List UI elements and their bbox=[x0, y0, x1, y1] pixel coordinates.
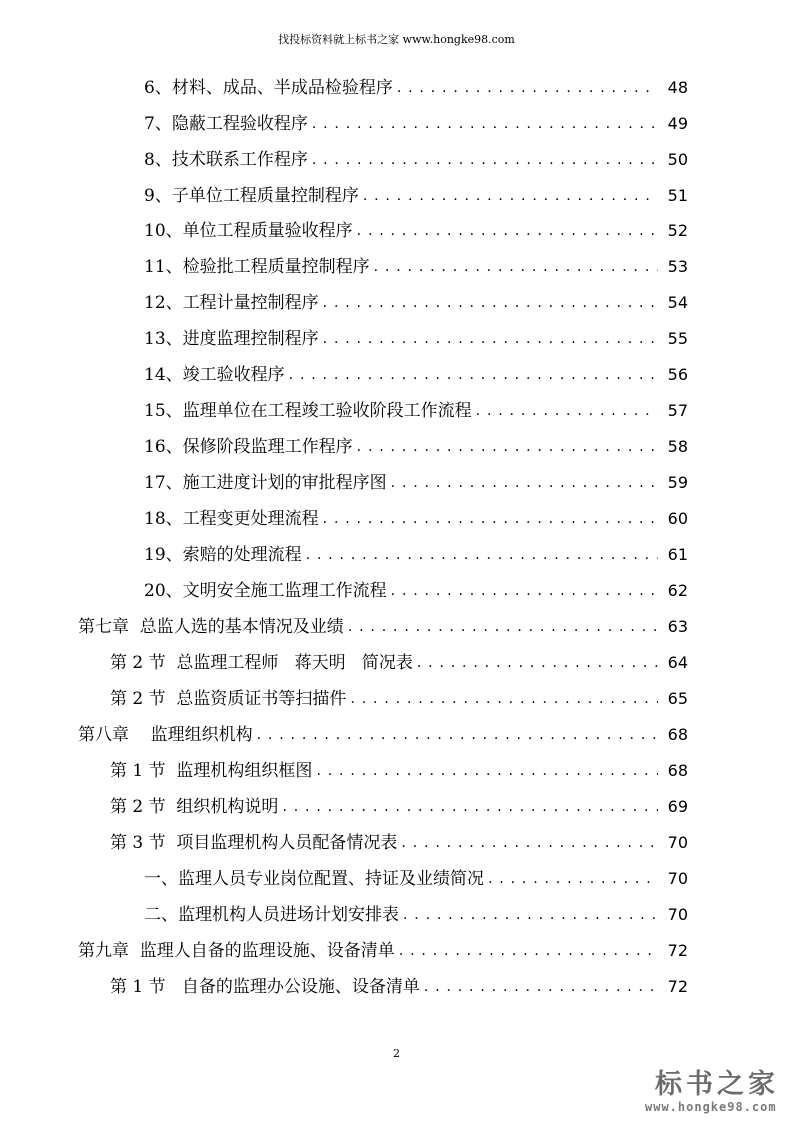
toc-entry-page: 55 bbox=[667, 329, 688, 348]
toc-entry bbox=[144, 897, 688, 933]
toc-entry-title: 12、工程计量控制程序 bbox=[144, 293, 319, 313]
toc-leader-dots bbox=[323, 501, 658, 537]
toc-entry bbox=[144, 393, 688, 429]
toc-entry-title: 第 1 节 监理机构组织框图 bbox=[110, 761, 313, 781]
logo-main-text: 标书之家 bbox=[655, 1069, 779, 1100]
toc-entry-title: 10、单位工程质量验收程序 bbox=[144, 221, 353, 241]
toc-leader-dots bbox=[312, 106, 658, 142]
toc-entry bbox=[110, 645, 688, 681]
toc-entry-title: 第 1 节 自备的监理办公设施、设备清单 bbox=[110, 977, 420, 997]
toc-leader-dots bbox=[357, 213, 658, 249]
toc-entry bbox=[110, 825, 688, 861]
toc-entry-page: 56 bbox=[667, 365, 688, 384]
toc-entry-title: 第七章 总监人选的基本情况及业绩 bbox=[78, 617, 344, 637]
toc-entry bbox=[144, 70, 688, 106]
toc-entry-page: 68 bbox=[667, 725, 688, 744]
page-header: 找投标资料就上标书之家 www.hongke98.com bbox=[278, 33, 515, 46]
toc-entry-title: 第 2 节 组织机构说明 bbox=[110, 797, 279, 817]
toc-entry bbox=[144, 501, 688, 537]
toc-entry-title: 15、监理单位在工程竣工验收阶段工作流程 bbox=[144, 401, 472, 421]
toc-entry bbox=[110, 681, 688, 717]
toc-entry bbox=[144, 321, 688, 357]
toc-leader-dots bbox=[374, 249, 658, 285]
toc-leader-dots bbox=[357, 429, 658, 465]
toc-entry bbox=[144, 429, 688, 465]
toc-entry-page: 72 bbox=[667, 977, 688, 996]
toc-entry-page: 62 bbox=[667, 581, 688, 600]
toc-entry-title: 第九章 监理人自备的监理设施、设备清单 bbox=[78, 941, 395, 961]
toc-entry-page: 52 bbox=[667, 221, 688, 240]
toc-entry-title: 7、隐蔽工程验收程序 bbox=[144, 114, 308, 134]
toc-entry-page: 58 bbox=[667, 437, 688, 456]
toc-leader-dots bbox=[391, 573, 658, 609]
toc-leader-dots bbox=[323, 285, 658, 321]
toc-entry-title: 11、检验批工程质量控制程序 bbox=[144, 257, 370, 277]
toc-entry-title: 19、索赔的处理流程 bbox=[144, 545, 302, 565]
toc-leader-dots bbox=[363, 178, 658, 214]
toc-entry-title: 13、进度监理控制程序 bbox=[144, 329, 319, 349]
toc-leader-dots bbox=[348, 609, 658, 645]
toc-entry-title: 第 3 节 项目监理机构人员配备情况表 bbox=[110, 833, 398, 853]
toc-entry-title: 14、竣工验收程序 bbox=[144, 365, 285, 385]
toc-leader-dots bbox=[403, 897, 658, 933]
toc-entry-page: 72 bbox=[667, 941, 688, 960]
toc-entry-page: 51 bbox=[667, 186, 688, 205]
toc-entry bbox=[144, 465, 688, 501]
toc-leader-dots bbox=[417, 645, 658, 681]
toc-entry-page: 48 bbox=[667, 78, 688, 97]
toc-entry bbox=[144, 573, 688, 609]
toc-entry-title: 一、监理人员专业岗位配置、持证及业绩简况 bbox=[144, 869, 484, 889]
toc-entry bbox=[78, 717, 688, 753]
toc-entry-page: 70 bbox=[667, 833, 688, 852]
toc-leader-dots bbox=[391, 465, 658, 501]
toc-entry-title: 9、子单位工程质量控制程序 bbox=[144, 186, 359, 206]
toc-entry bbox=[144, 285, 688, 321]
toc-leader-dots bbox=[282, 789, 658, 825]
toc-entry-page: 50 bbox=[667, 150, 688, 169]
toc-entry bbox=[144, 861, 688, 897]
toc-leader-dots bbox=[401, 825, 658, 861]
toc-entry-title: 二、监理机构人员进场计划安排表 bbox=[144, 905, 399, 925]
toc-entry-page: 64 bbox=[667, 653, 688, 672]
toc-entry bbox=[110, 969, 688, 1005]
toc-entry bbox=[144, 178, 688, 214]
toc-entry-page: 69 bbox=[667, 797, 688, 816]
toc-entry bbox=[110, 789, 688, 825]
watermark-logo bbox=[643, 1062, 783, 1118]
toc-entry-title: 第 2 节 总监资质证书等扫描件 bbox=[110, 689, 347, 709]
toc-leader-dots bbox=[424, 969, 658, 1005]
toc-entry-page: 65 bbox=[667, 689, 688, 708]
toc-entry-title: 20、文明安全施工监理工作流程 bbox=[144, 581, 387, 601]
toc-entry-page: 57 bbox=[667, 401, 688, 420]
toc-entry bbox=[144, 357, 688, 393]
toc-leader-dots bbox=[350, 681, 658, 717]
toc-leader-dots bbox=[306, 537, 658, 573]
toc-entry-title: 16、保修阶段监理工作程序 bbox=[144, 437, 353, 457]
toc-entry bbox=[144, 142, 688, 178]
toc-leader-dots bbox=[397, 70, 658, 106]
toc-leader-dots bbox=[323, 321, 658, 357]
toc-entry-page: 70 bbox=[667, 905, 688, 924]
toc-entry-page: 54 bbox=[667, 293, 688, 312]
toc-leader-dots bbox=[312, 142, 658, 178]
toc-entry-title: 18、工程变更处理流程 bbox=[144, 509, 319, 529]
toc-entry-page: 63 bbox=[667, 617, 688, 636]
toc-entry-page: 49 bbox=[667, 114, 688, 133]
toc-entry bbox=[144, 213, 688, 249]
toc-entry-page: 61 bbox=[667, 545, 688, 564]
toc-leader-dots bbox=[488, 861, 658, 897]
toc-entry-title: 第八章 监理组织机构 bbox=[78, 725, 253, 745]
toc-leader-dots bbox=[399, 933, 658, 969]
toc-entry-title: 第 2 节 总监理工程师 蒋天明 简况表 bbox=[110, 653, 413, 673]
logo-url-text: www.hongke98.com bbox=[645, 1100, 777, 1114]
toc-entry bbox=[78, 933, 688, 969]
toc-entry bbox=[144, 106, 688, 142]
toc-entry-page: 60 bbox=[667, 509, 688, 528]
toc-entry-page: 59 bbox=[667, 473, 688, 492]
toc-entry-title: 17、施工进度计划的审批程序图 bbox=[144, 473, 387, 493]
toc-entry bbox=[110, 753, 688, 789]
toc-leader-dots bbox=[316, 753, 658, 789]
toc-entry bbox=[78, 609, 688, 645]
toc-leader-dots bbox=[257, 717, 658, 753]
toc-leader-dots bbox=[289, 357, 658, 393]
page-number: 2 bbox=[393, 1047, 400, 1060]
toc-entry-title: 8、技术联系工作程序 bbox=[144, 150, 308, 170]
toc-entry-page: 53 bbox=[667, 257, 688, 276]
toc-entry-page: 68 bbox=[667, 761, 688, 780]
toc-entry-title: 6、材料、成品、半成品检验程序 bbox=[144, 78, 393, 98]
toc-entry bbox=[144, 249, 688, 285]
toc-leader-dots bbox=[476, 393, 658, 429]
toc-entry-page: 70 bbox=[667, 869, 688, 888]
toc-entry bbox=[144, 537, 688, 573]
